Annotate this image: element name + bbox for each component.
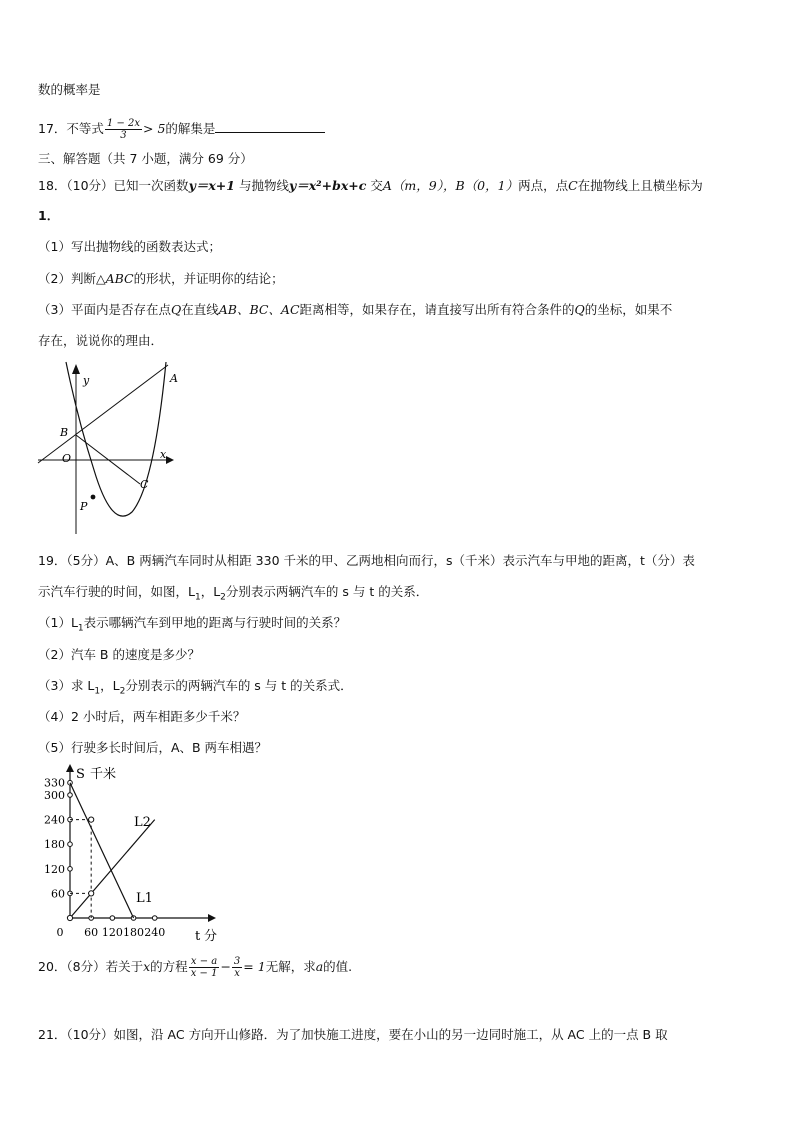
q19-sub-index: 1 — [194, 592, 201, 603]
q19-sub-index: 1 — [94, 686, 101, 697]
y-axis-label: S — [76, 767, 85, 782]
q18-text: 的形状，并证明你的结论； — [133, 271, 284, 286]
q19-sub-2: （2）汽车 B 的速度是多少？ — [38, 647, 200, 662]
y-tick-label: 330 — [44, 776, 65, 790]
label-a: A — [170, 372, 178, 385]
q19-text: （1）L — [38, 615, 78, 630]
q19-line-1: 19．（5分）A、B 两辆汽车同时从相距 330 千米的甲、乙两地相向而行，s（千米）表示汽车与甲地的距离，t（分）表 — [38, 553, 695, 568]
q18-sub-3-cont: 存在，说说你的理由． — [38, 333, 164, 348]
y-tick-mark — [68, 867, 73, 872]
q17-frac-den: 3 — [120, 130, 127, 141]
q20-fraction-1 — [189, 956, 220, 979]
section-heading: 三、解答题（共 7 小题，满分 69 分） — [38, 151, 253, 166]
q20-frac1-den: x − 1 — [190, 968, 218, 979]
y-tick-label: 60 — [51, 887, 65, 901]
x-tick-mark — [152, 916, 157, 921]
q18-text: 两点，点 — [518, 178, 569, 193]
q17-prefix: 17．不等式 — [38, 121, 104, 136]
q20-var-a: a — [315, 959, 324, 974]
q19-sub-5: （5）行驶多长时间后，A、B 两车相遇？ — [38, 740, 268, 755]
y-axis-unit: 千米 — [90, 767, 117, 782]
q17-line — [38, 118, 325, 141]
q19-text: ，L — [100, 678, 120, 693]
q17-fraction — [105, 118, 142, 141]
q18-parabola-fn: y＝x²+bx+c — [288, 178, 367, 193]
q19-sub-4: （4）2 小时后，两车相距多少千米？ — [38, 709, 246, 724]
label-y: y — [83, 374, 90, 387]
q18-sub-1: （1）写出抛物线的函数表达式； — [38, 239, 221, 254]
q19-text: 表示哪辆汽车到甲地的距离与行驶时间的关系？ — [83, 615, 347, 630]
q17-frac-num: 1 − 2x — [106, 118, 141, 129]
y-tick-label: 180 — [44, 838, 65, 852]
q20-var-x: x — [143, 959, 151, 974]
q20-text: 的方程 — [150, 959, 188, 974]
x-axis-unit: 分 — [204, 929, 218, 944]
x-tick-mark — [110, 916, 115, 921]
x-tick-label: 60 — [84, 926, 99, 939]
q18-text: 18．（10分）已知一次函数 — [38, 178, 189, 193]
q17-relation: > 5 — [143, 121, 166, 136]
point-p — [91, 495, 96, 500]
q19-line-2 — [38, 584, 428, 606]
x-tick-label: 240 — [144, 926, 166, 939]
q18-lines: AB、BC、AC — [218, 302, 300, 317]
q20-frac1-num: x − a — [190, 956, 218, 967]
line-ab — [38, 365, 168, 463]
q18-text: （3）平面内是否存在点 — [38, 302, 171, 317]
q18-triangle: ABC — [105, 271, 134, 286]
q18-text: 在抛物线上且横坐标为 — [577, 178, 703, 193]
x-tick-label: 120 — [101, 926, 123, 939]
distance-time-chart — [32, 762, 222, 948]
q18-line-1 — [38, 178, 703, 194]
label-c: C — [140, 478, 149, 491]
series-label-l2: L2 — [134, 815, 151, 830]
q20-equals: = 1 — [243, 959, 266, 974]
q16-tail: 数的概率是 — [38, 82, 101, 97]
label-x: x — [160, 448, 167, 461]
q18-point-q: Q — [170, 302, 182, 317]
q18-text: 与抛物线 — [238, 178, 289, 193]
q18-point-a: A（m，9）， — [382, 178, 456, 193]
q18-text: 在直线 — [181, 302, 219, 317]
y-tick-label: 300 — [44, 789, 65, 802]
q18-point-c: C — [568, 178, 578, 193]
q19-sub-3 — [38, 678, 353, 700]
q20-frac2-den: x — [234, 968, 240, 979]
q18-linear-fn: y＝x+1 — [188, 178, 235, 193]
q20-text: 无解，求 — [265, 959, 316, 974]
q18-text: 距离相等，如果存在，请直接写出所有符合条件的 — [299, 302, 575, 317]
q18-text: 交 — [370, 178, 383, 193]
q19-text: 分别表示的两辆汽车的 s 与 t 的关系式． — [125, 678, 353, 693]
q18-line-2: 1． — [38, 208, 60, 223]
y-axis-arrow — [66, 764, 74, 772]
q18-sub-2 — [38, 271, 284, 287]
marked-point — [89, 817, 94, 822]
q18-point-b: B（0，1） — [455, 178, 519, 193]
q18-text: 的坐标，如果不 — [584, 302, 673, 317]
x-tick-label: 0 — [56, 926, 64, 939]
marked-foot — [89, 891, 94, 896]
q20-frac2-num: 3 — [233, 956, 241, 967]
q20-minus: − — [220, 959, 231, 974]
y-tick-label: 120 — [44, 862, 65, 876]
q20-text: 20．（8分）若关于 — [38, 959, 144, 974]
q18-point-q: Q — [574, 302, 585, 317]
x-axis-arrow — [166, 456, 174, 464]
label-p: P — [80, 500, 88, 513]
x-tick-label: 180 — [123, 926, 145, 939]
parabola-figure — [36, 360, 186, 538]
q17-answer-blank — [215, 120, 325, 133]
q21-line: 21．（10分）如图，沿 AC 方向开山修路．为了加快施工进度，要在小山的另一边同时施工，从 AC 上的一点 B 取 — [38, 1027, 668, 1042]
q19-sub-index: 2 — [119, 686, 126, 697]
q18-sub-3 — [38, 302, 672, 318]
q19-text: 分别表示两辆汽车的 s 与 t 的关系． — [225, 584, 429, 599]
q19-text: ，L — [200, 584, 221, 599]
y-tick-mark — [68, 842, 73, 847]
q20-text: 的值. — [323, 959, 353, 974]
y-tick-mark — [68, 793, 73, 798]
q19-sub-index: 2 — [220, 592, 226, 603]
q20-line — [38, 956, 352, 979]
q19-sub-1 — [38, 615, 346, 637]
q17-suffix: 的解集是 — [165, 121, 216, 136]
q18-text: （2）判断△ — [38, 271, 106, 286]
q19-text: （3）求 L — [38, 678, 95, 693]
q19-text: 示汽车行驶的时间，如图，L — [38, 584, 195, 599]
x-axis-label: t — [195, 929, 201, 944]
label-o: O — [62, 452, 72, 465]
q19-sub-index: 1 — [77, 623, 84, 634]
origin-point — [67, 915, 72, 920]
y-axis-arrow — [72, 364, 80, 374]
series-line-l1 — [70, 783, 134, 918]
label-b: B — [60, 426, 69, 439]
series-label-l1: L1 — [136, 891, 153, 906]
q20-fraction-2 — [232, 956, 242, 979]
x-axis-arrow — [208, 914, 216, 922]
y-tick-label: 240 — [44, 813, 65, 827]
